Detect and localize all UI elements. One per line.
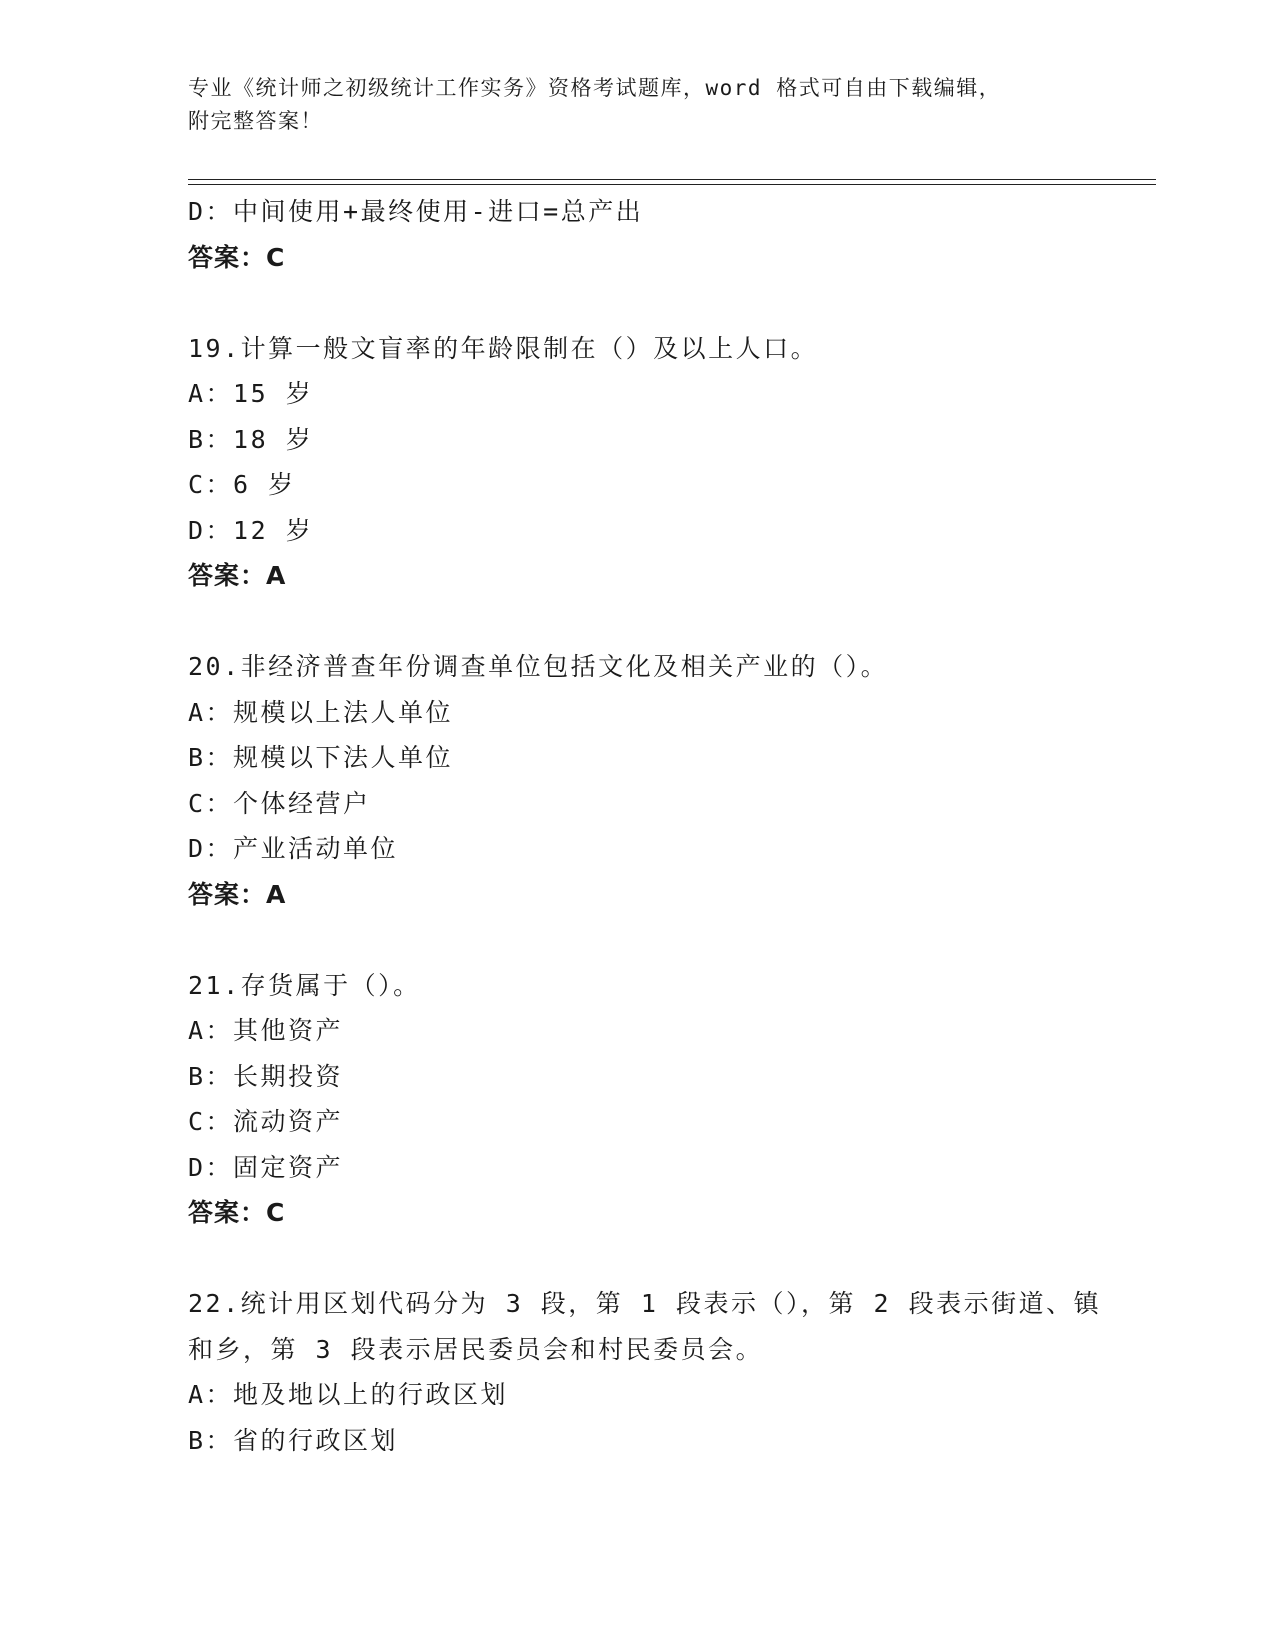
option-c: C：流动资产	[188, 1107, 344, 1136]
question-block-19	[188, 326, 1088, 599]
option-d: D：固定资产	[188, 1152, 344, 1182]
question-text: 20.非经济普查年份调查单位包括文化及相关产业的（）。	[188, 652, 889, 681]
option-c: C：6 岁	[188, 470, 296, 499]
option-a: A：15 岁	[188, 379, 314, 408]
option-d: D：12 岁	[188, 515, 314, 545]
question-text-line-1: 22.统计用区划代码分为 3 段，第 1 段表示（），第 2 段表示街道、镇	[188, 1289, 1102, 1318]
answer-line: 答案：A	[188, 561, 287, 590]
option-b: B：长期投资	[188, 1061, 344, 1091]
answer-line: 答案：A	[188, 879, 287, 909]
option-b: B：规模以下法人单位	[188, 743, 454, 772]
spacer	[188, 280, 1088, 326]
option-a: A：规模以上法人单位	[188, 697, 454, 727]
question-text: 19.计算一般文盲率的年龄限制在（）及以上人口。	[188, 333, 819, 363]
question-block-20	[188, 644, 1088, 917]
question-block-18	[188, 189, 1088, 280]
spacer	[188, 917, 1088, 963]
header-line-2: 附完整答案！	[188, 109, 323, 133]
header-rule-top	[188, 179, 1156, 180]
option-c: C：个体经营户	[188, 788, 371, 818]
spacer	[188, 599, 1088, 645]
answer-line: 答案：C	[188, 242, 286, 272]
option-d: D：产业活动单位	[188, 834, 399, 863]
question-block-21	[188, 963, 1088, 1236]
header-rule-bottom	[188, 184, 1156, 185]
spacer	[188, 1236, 1088, 1282]
question-text: 21.存货属于（）。	[188, 970, 421, 1000]
option-a: A：地及地以上的行政区划	[188, 1380, 509, 1409]
option-b: B：18 岁	[188, 424, 314, 454]
answer-line: 答案：C	[188, 1198, 286, 1227]
document-header	[188, 72, 1088, 138]
question-list	[188, 189, 1102, 1463]
option-d: D：中间使用+最终使用-进口=总产出	[188, 197, 644, 226]
question-text-line-2: 和乡，第 3 段表示居民委员会和村民委员会。	[188, 1334, 764, 1364]
option-a: A：其他资产	[188, 1016, 344, 1045]
header-line-1: 专业《统计师之初级统计工作实务》资格考试题库，word 格式可自由下载编辑，	[188, 76, 1002, 100]
question-block-22	[188, 1281, 1102, 1463]
option-b: B：省的行政区划	[188, 1425, 399, 1455]
